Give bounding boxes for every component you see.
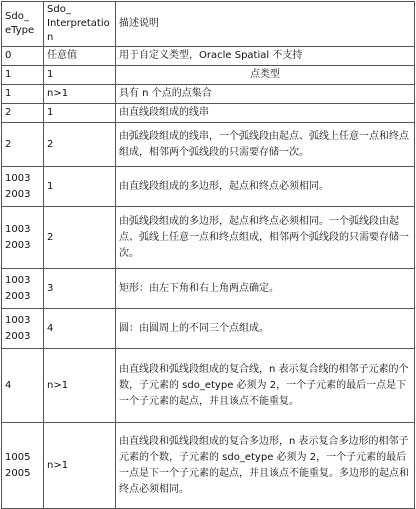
cell-interpretation: 2 bbox=[44, 207, 116, 269]
cell-description: 用于自定义类型，Oracle Spatial 不支持 bbox=[116, 47, 415, 66]
cell-description: 由弧线段组成的多边形，起点和终点必须相同。一个弧线段由起点、弧线上任意一点和终点组成，相邻两个弧线段的只需要存储一次。 bbox=[116, 207, 415, 269]
table-row bbox=[2, 47, 415, 66]
cell-interpretation: 1 bbox=[44, 167, 116, 207]
table-row bbox=[2, 349, 415, 423]
cell-description: 由弧线段组成的线串，一个弧线段由起点、弧线上任意一点和终点组成，相邻两个弧线段的只需要存储一次。 bbox=[116, 123, 415, 167]
cell-description: 矩形：由左下角和右上角两点确定。 bbox=[116, 269, 415, 309]
cell-description: 由直线段和弧线段组成的复合多边形，n 表示复合多边形的相邻子元素的个数，子元素的 sdo_etype 必须为 2，一个子元素的最后一点是下一个子元素的起点，并且该点不能重复。多边形的起点和终点必须相同。 bbox=[116, 423, 415, 509]
header-sdo-etype: Sdo_ eType bbox=[2, 2, 44, 47]
cell-description: 具有 n 个点的点集合 bbox=[116, 85, 415, 104]
cell-etype: 2 bbox=[2, 123, 44, 167]
cell-interpretation: n>1 bbox=[44, 349, 116, 423]
table-row bbox=[2, 167, 415, 207]
cell-interpretation: 1 bbox=[44, 104, 116, 123]
cell-description: 点类型 bbox=[116, 66, 415, 85]
cell-etype: 1 bbox=[2, 85, 44, 104]
cell-interpretation: n>1 bbox=[44, 423, 116, 509]
cell-etype: 1005 2005 bbox=[2, 423, 44, 509]
table-row bbox=[2, 269, 415, 309]
table-row bbox=[2, 123, 415, 167]
table-row bbox=[2, 309, 415, 349]
cell-etype: 1003 2003 bbox=[2, 269, 44, 309]
table-row bbox=[2, 423, 415, 509]
cell-description: 由直线段和弧线段组成的复合线，n 表示复合线的相邻子元素的个数，子元素的 sdo_etype 必须为 2，一个子元素的最后一点是下一个子元素的起点，并且该点不能重复。 bbox=[116, 349, 415, 423]
table-row bbox=[2, 207, 415, 269]
cell-etype: 0 bbox=[2, 47, 44, 66]
cell-etype: 1003 2003 bbox=[2, 309, 44, 349]
cell-etype: 2 bbox=[2, 104, 44, 123]
table-row bbox=[2, 66, 415, 85]
cell-description: 由直线段组成的线串 bbox=[116, 104, 415, 123]
cell-interpretation: 1 bbox=[44, 66, 116, 85]
cell-description: 圆：由圆周上的不同三个点组成。 bbox=[116, 309, 415, 349]
cell-interpretation: 3 bbox=[44, 269, 116, 309]
cell-etype: 4 bbox=[2, 349, 44, 423]
cell-etype: 1 bbox=[2, 66, 44, 85]
table-row bbox=[2, 104, 415, 123]
header-description: 描述说明 bbox=[116, 2, 415, 47]
cell-interpretation: 4 bbox=[44, 309, 116, 349]
cell-interpretation: 任意值 bbox=[44, 47, 116, 66]
table-row bbox=[2, 85, 415, 104]
etype-interpretation-table bbox=[1, 1, 415, 509]
cell-description: 由直线段组成的多边形，起点和终点必须相同。 bbox=[116, 167, 415, 207]
header-sdo-interpretation: Sdo_ Interpretation bbox=[44, 2, 116, 47]
table-header-row bbox=[2, 2, 415, 47]
cell-interpretation: n>1 bbox=[44, 85, 116, 104]
cell-etype: 1003 2003 bbox=[2, 207, 44, 269]
cell-interpretation: 2 bbox=[44, 123, 116, 167]
cell-etype: 1003 2003 bbox=[2, 167, 44, 207]
